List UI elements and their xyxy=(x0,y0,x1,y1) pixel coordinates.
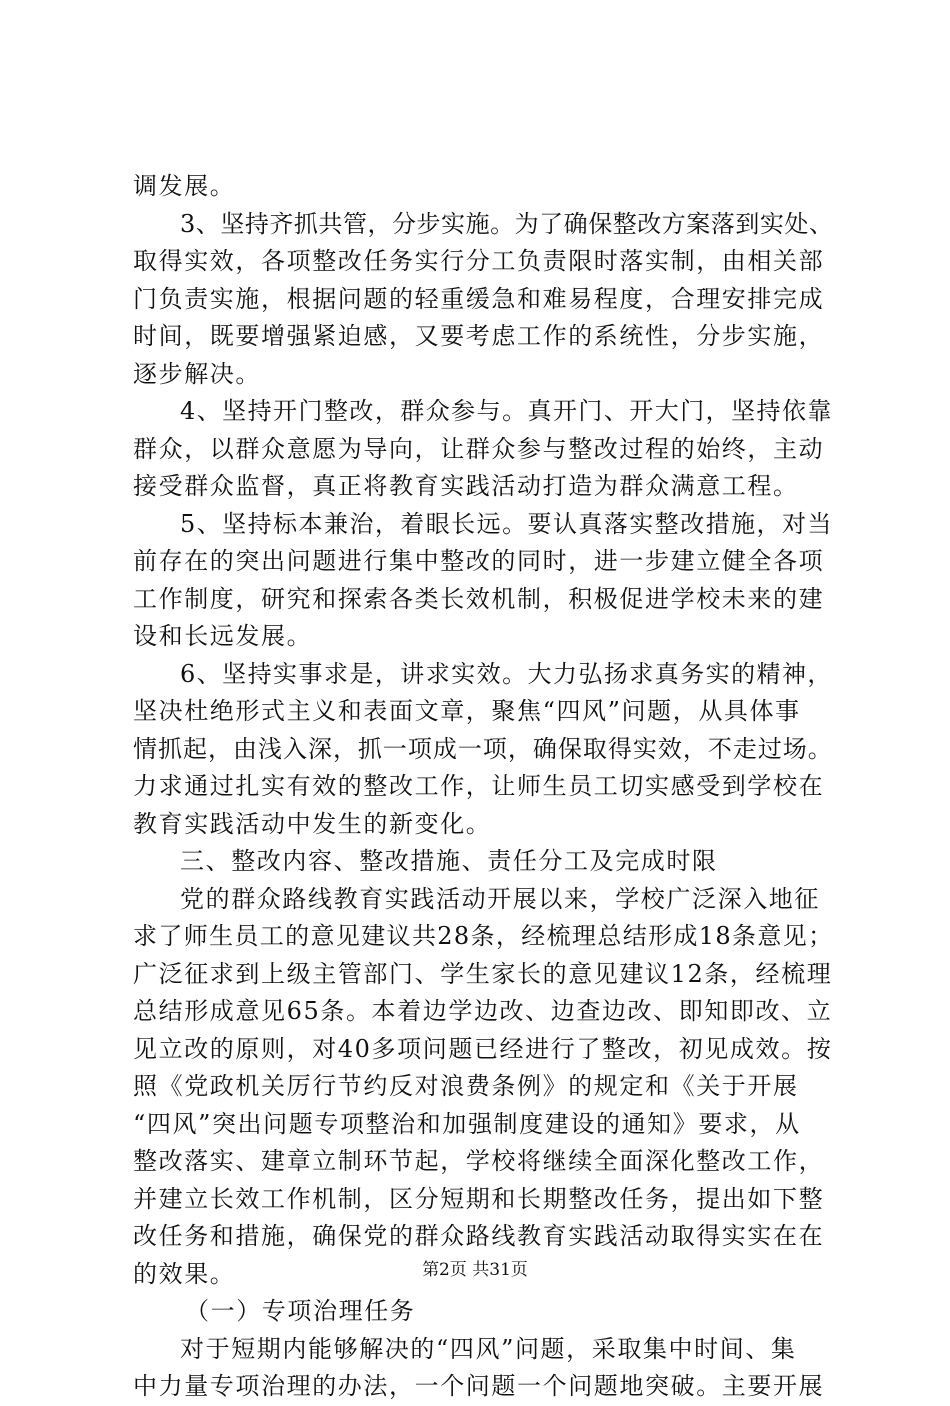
text-line: 前存在的突出问题进行集中整改的同时，进一步建立健全各项 xyxy=(133,547,825,575)
text-line: 调发展。 xyxy=(133,172,236,200)
text-line: 的效果。 xyxy=(133,1259,236,1288)
text-line: 群众，以群众意愿为导向，让群众参与整改过程的始终，主动 xyxy=(133,434,825,463)
text-line: 情抓起，由浅入深，抓一项成一项，确保取得实效，不走过场。 xyxy=(133,734,833,763)
text-line: 4、坚持开门整改，群众参与。真开门、开大门，坚持依靠 xyxy=(180,397,833,425)
text-line: 总结形成意见65条。本着边学边改、边查边改、即知即改、立 xyxy=(133,997,833,1025)
text-line: 并建立长效工作机制，区分短期和长期整改任务，提出如下整 xyxy=(133,1184,825,1213)
text-line: 中力量专项治理的办法，一个问题一个问题地突破。主要开展 xyxy=(133,1372,825,1400)
text-line: 求了师生员工的意见建议共28条，经梳理总结形成18条意见； xyxy=(133,922,834,950)
text-line: 力求通过扎实有效的整改工作，让师生员工切实感受到学校在 xyxy=(133,772,825,800)
text-line: 党的群众路线教育实践活动开展以来，学校广泛深入地征 xyxy=(180,884,820,913)
text-line: “四风”突出问题专项整治和加强制度建设的通知》要求，从 xyxy=(133,1109,801,1138)
text-line: 时间，既要增强紧迫感，又要考虑工作的系统性，分步实施， xyxy=(133,322,825,350)
text-line: 照《党政机关厉行节约反对浪费条例》的规定和《关于开展 xyxy=(133,1072,799,1100)
text-line: 取得实效，各项整改任务实行分工负责限时落实制，由相关部 xyxy=(133,247,825,275)
text-line: 逐步解决。 xyxy=(133,359,261,388)
page-footer: 第2页 共31页 xyxy=(422,1260,528,1280)
text-line: 改任务和措施，确保党的群众路线教育实践活动取得实实在在 xyxy=(133,1222,825,1250)
text-line: 设和长远发展。 xyxy=(133,622,313,650)
text-line: 三、整改内容、整改措施、责任分工及完成时限 xyxy=(180,847,718,875)
text-line: （一）专项治理任务 xyxy=(185,1297,416,1325)
text-line: 3、坚持齐抓共管，分步实施。为了确保整改方案落到实处、 xyxy=(180,209,834,238)
text-line: 工作制度，研究和探索各类长效机制，积极促进学校未来的建 xyxy=(133,584,825,613)
text-line: 教育实践活动中发生的新变化。 xyxy=(133,809,492,838)
text-line: 见立改的原则，对40多项问题已经进行了整改，初见成效。按 xyxy=(133,1034,833,1063)
text-line: 广泛征求到上级主管部门、学生家长的意见建议12条，经梳理 xyxy=(133,959,833,988)
text-line: 6、坚持实事求是，讲求实效。大力弘扬求真务实的精神， xyxy=(180,659,833,688)
document-body xyxy=(133,168,833,1406)
text-line: 整改落实、建章立制环节起，学校将继续全面深化整改工作， xyxy=(133,1147,825,1175)
text-line: 坚决杜绝形式主义和表面文章，聚焦“四风”问题，从具体事 xyxy=(133,697,801,725)
text-line: 5、坚持标本兼治，着眼长远。要认真落实整改措施，对当 xyxy=(180,509,833,538)
text-line: 门负责实施，根据问题的轻重缓急和难易程度，合理安排完成 xyxy=(133,284,825,313)
text-line: 对于短期内能够解决的“四风”问题，采取集中时间、集 xyxy=(180,1334,797,1363)
text-line: 接受群众监督，真正将教育实践活动打造为群众满意工程。 xyxy=(133,472,799,500)
